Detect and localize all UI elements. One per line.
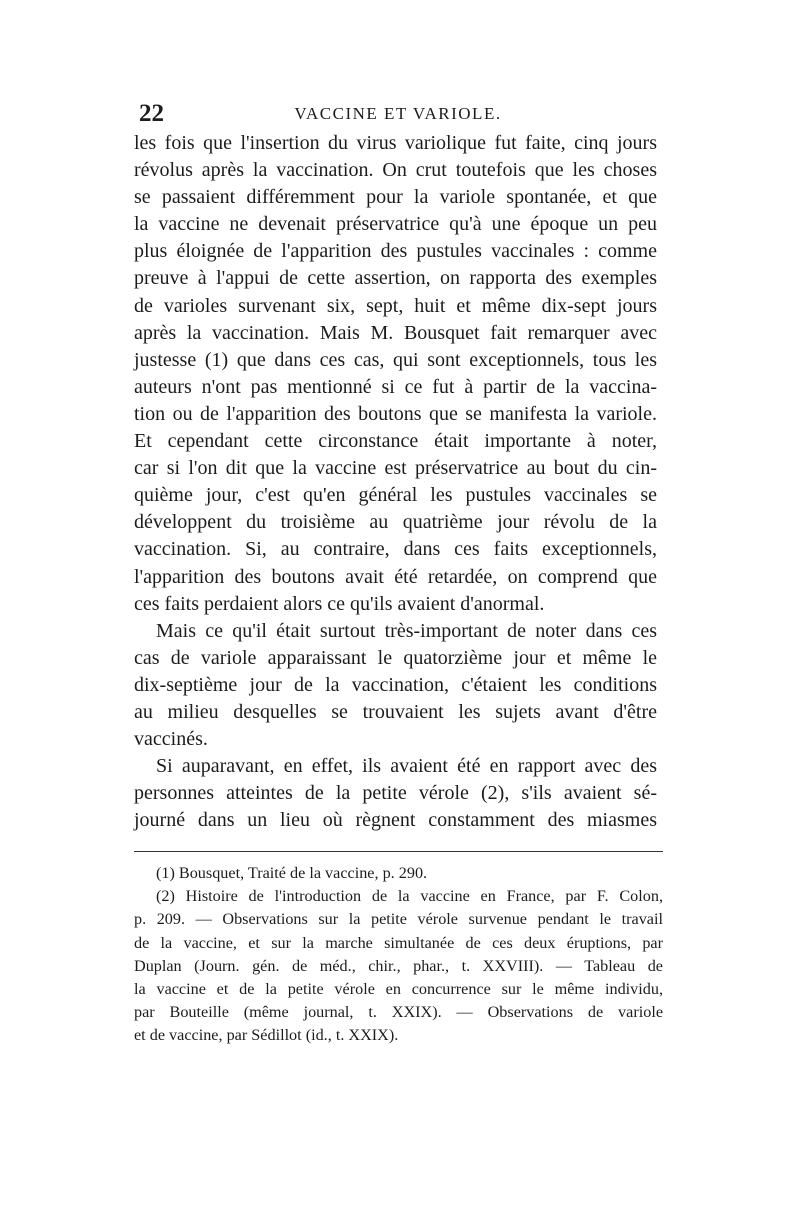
running-head: VACCINE ET VARIOLE. xyxy=(294,104,502,123)
footnote-line: de la vaccine, et sur la marche simultanée de ces deux éruptions, par xyxy=(134,933,663,952)
footnote-line: et de vaccine, par Sédillot (id., t. XXIX). xyxy=(134,1026,399,1045)
text-line: justesse (1) que dans ces cas, qui sont exceptionnels, tous les xyxy=(134,348,657,371)
text-line: vaccinés. xyxy=(134,728,208,751)
text-line: se passaient différemment pour la variole spontanée, et que xyxy=(134,186,657,209)
footnote-line: (1) Bousquet, Traité de la vaccine, p. 290. xyxy=(156,864,428,882)
text-line: auteurs n'ont pas mentionné si ce fut à partir de la vaccina- xyxy=(134,375,657,398)
text-line: au milieu desquelles se trouvaient les sujets avant d'être xyxy=(134,700,657,723)
text-line: après la vaccination. Mais M. Bousquet fait remarquer avec xyxy=(134,321,657,344)
footnote-line: la vaccine et de la petite vérole en concurrence sur le même individu, xyxy=(134,979,663,998)
text-line: tion ou de l'apparition des boutons que se manifesta la variole. xyxy=(134,402,657,425)
footnote-line: (2) Histoire de l'introduction de la vaccine en France, par F. Colon, xyxy=(156,887,663,906)
text-line: Mais ce qu'il était surtout très-important de noter dans ces xyxy=(156,619,657,642)
text-line: preuve à l'appui de cette assertion, on rapporta des exemples xyxy=(134,267,657,290)
footnotes xyxy=(134,862,663,1048)
text-line: quième jour, c'est qu'en général les pustules vaccinales se xyxy=(134,484,657,507)
body-text xyxy=(134,130,657,834)
footnote-divider xyxy=(134,851,663,852)
footnote-line: p. 209. — Observations sur la petite vérole survenue pendant le travail xyxy=(134,910,663,929)
text-line: de varioles survenant six, sept, huit et même dix-sept jours xyxy=(134,294,657,317)
text-line: plus éloignée de l'apparition des pustules vaccinales : comme xyxy=(134,240,657,263)
text-line: journé dans un lieu où règnent constamment des miasmes xyxy=(134,809,657,832)
text-line: ces faits perdaient alors ce qu'ils avaient d'anormal. xyxy=(134,592,545,615)
text-line: l'apparition des boutons avait été retardée, on comprend que xyxy=(134,565,657,588)
text-line: développent du troisième au quatrième jour révolu de la xyxy=(134,511,657,534)
text-line: révolus après la vaccination. On crut toutefois que les choses xyxy=(134,159,657,182)
text-line: Si auparavant, en effet, ils avaient été en rapport avec des xyxy=(156,755,657,778)
text-line: la vaccine ne devenait préservatrice qu'à une époque un peu xyxy=(134,213,657,236)
text-line: vaccination. Si, au contraire, dans ces faits exceptionnels, xyxy=(134,538,657,561)
page-header xyxy=(133,100,663,130)
footnote-line: Duplan (Journ. gén. de méd., chir., phar., t. XXVIII). — Tableau de xyxy=(134,956,663,975)
text-line: les fois que l'insertion du virus variolique fut faite, cinq jours xyxy=(134,132,657,154)
text-line: car si l'on dit que la vaccine est préservatrice au bout du cin- xyxy=(134,457,657,480)
page-number: 22 xyxy=(139,100,164,127)
text-line: Et cependant cette circonstance était importante à noter, xyxy=(134,430,657,453)
footnote-line: par Bouteille (même journal, t. XXIX). — Observations de variole xyxy=(134,1003,663,1022)
text-line: personnes atteintes de la petite vérole (2), s'ils avaient sé- xyxy=(134,782,657,805)
text-line: dix-septième jour de la vaccination, c'étaient les conditions xyxy=(134,673,657,696)
text-line: cas de variole apparaissant le quatorzième jour et même le xyxy=(134,646,657,669)
